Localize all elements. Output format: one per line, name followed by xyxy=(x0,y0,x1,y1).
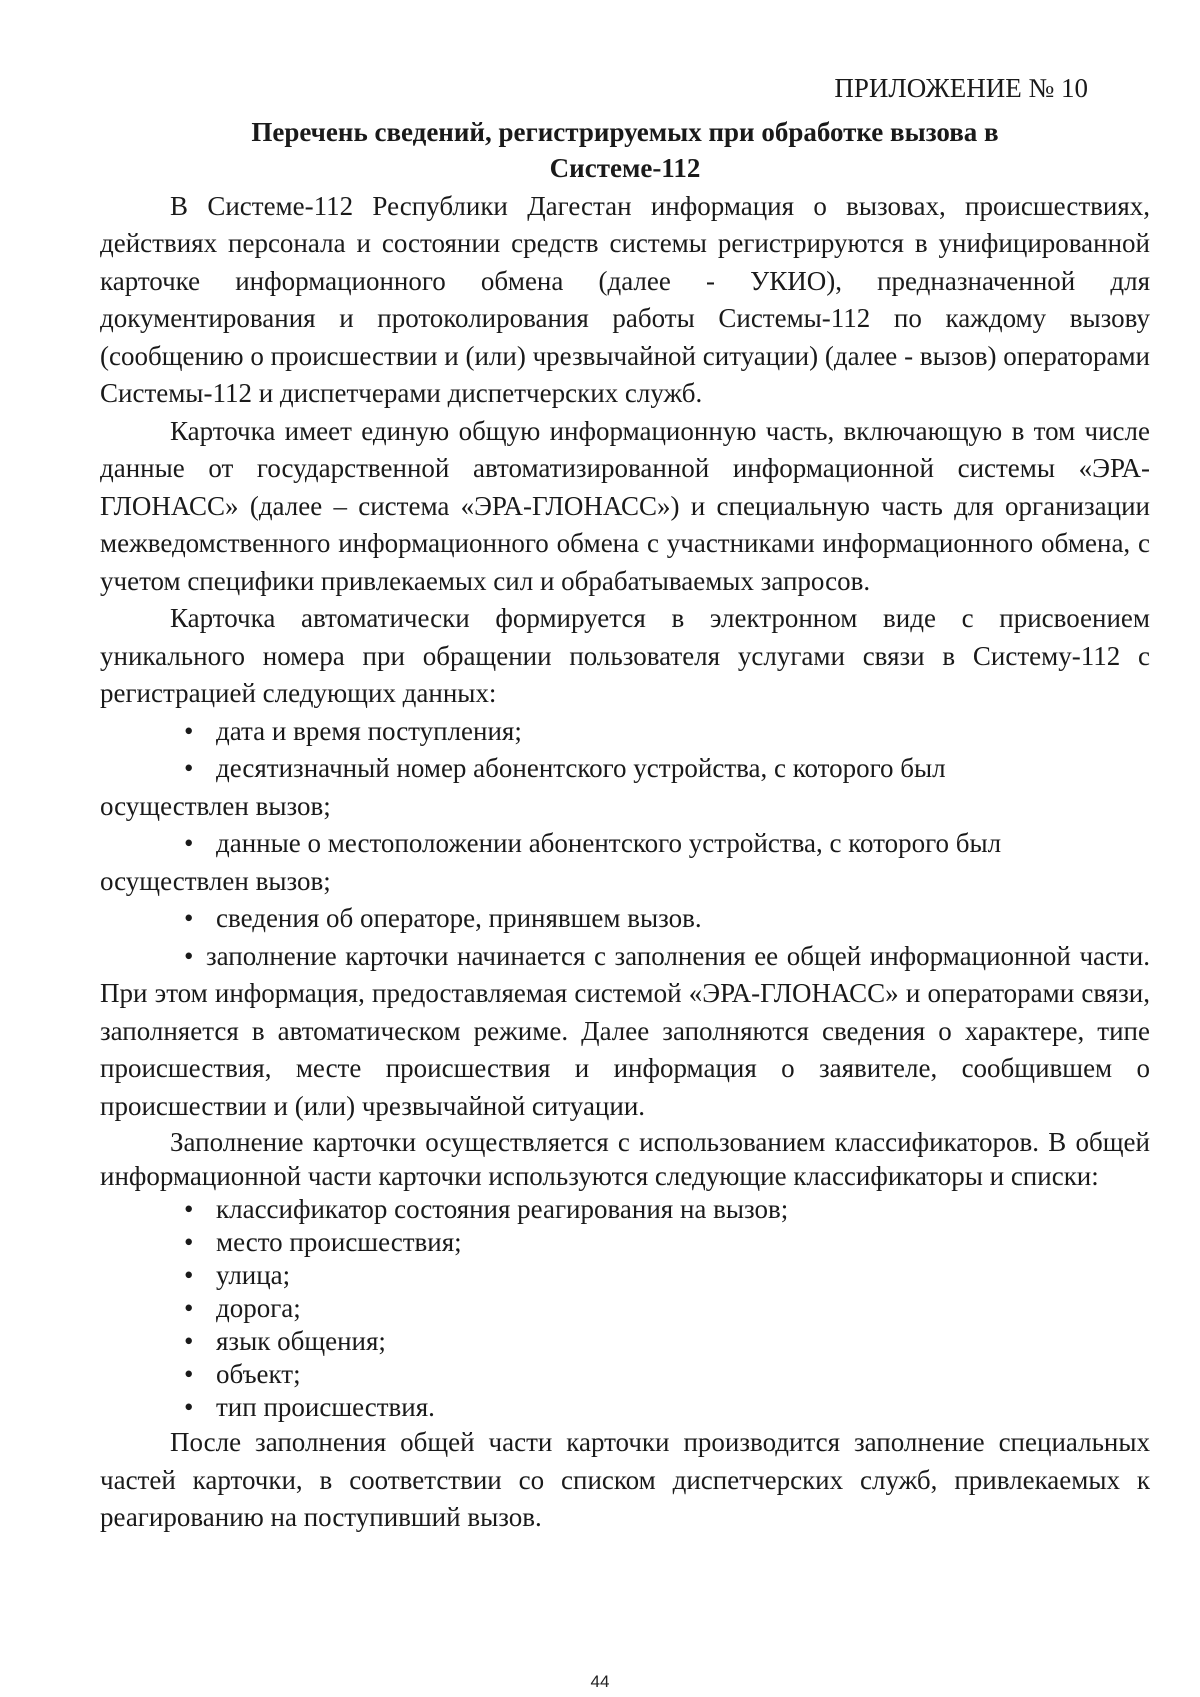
paragraph-special-parts: После заполнения общей части карточки производится заполнение специальных частей карточки, в соответствии со списком диспетчерских служб, привлекаемых к реагированию на поступивший вызов. xyxy=(100,1427,1150,1532)
registration-list-continued xyxy=(100,900,1150,938)
list-item: • сведения об операторе, принявшем вызов. xyxy=(100,900,1150,938)
list-item-continuation: осуществлен вызов; xyxy=(100,865,331,896)
classifier-list xyxy=(100,1193,1150,1424)
list-item: • объект; xyxy=(100,1358,1150,1391)
paragraph-intro: В Системе-112 Республики Дагестан информация о вызовах, происшествиях, действиях персонала и состоянии средств системы регистрируются в унифицированной карточке информационного обмена (далее - УКИО), предназначенной для документирования и протоколирования работы Системы-112 по каждому вызову (сообщению о происшествии и (или) чрезвычайной ситуации) (далее - вызов) операторами Системы-112 и диспетчерами диспетчерских служб. xyxy=(100,190,1150,408)
list-item: • тип происшествия. xyxy=(100,1391,1150,1424)
list-item: • дата и время поступления; xyxy=(100,713,1150,751)
list-item xyxy=(100,938,1150,1126)
list-item: • улица; xyxy=(100,1259,1150,1292)
list-item xyxy=(100,825,1150,900)
list-item-text: заполнение карточки начинается с заполнения ее общей информационной части. При этом информация, предоставляемая системой «ЭРА-ГЛОНАСС» и операторами связи, заполняется в автоматическом режиме. Далее заполняются сведения о характере, типе происшествия, месте происшествия и информация о заявителе, сообщившем о происшествии и (или) чрезвычайной ситуации. xyxy=(100,940,1150,1121)
list-item: • классификатор состояния реагирования на вызов; xyxy=(100,1193,1150,1226)
list-item-continuation: осуществлен вызов; xyxy=(100,790,331,821)
appendix-label: ПРИЛОЖЕНИЕ № 10 xyxy=(834,73,1088,103)
document-page xyxy=(100,70,1150,1537)
paragraph-card-structure: Карточка имеет единую общую информационную часть, включающую в том числе данные от государственной автоматизированной информационной системы «ЭРА-ГЛОНАСС» (далее – система «ЭРА-ГЛОНАСС») и специальную часть для организации межведомственного информационного обмена с участниками информационного обмена, с учетом специфики привлекаемых сил и обрабатываемых запросов. xyxy=(100,415,1150,596)
paragraph-classifiers: Заполнение карточки осуществляется с использованием классификаторов. В общей информационной части карточки используются следующие классификаторы и списки: xyxy=(100,1127,1150,1191)
paragraph-card-formation: Карточка автоматически формируется в электронном виде с присвоением уникального номера при обращении пользователя услугами связи в Систему-112 с регистрацией следующих данных: xyxy=(100,603,1150,708)
document-title-line-2: Системе-112 xyxy=(549,152,701,183)
list-item-first-line: • данные о местоположении абонентского устройства, с которого был xyxy=(100,825,1150,863)
list-item: • дорога; xyxy=(100,1292,1150,1325)
document-title xyxy=(100,114,1150,186)
list-item-first-line: • десятизначный номер абонентского устройства, с которого был xyxy=(100,750,1150,788)
page-number: 44 xyxy=(590,1672,610,1691)
bullet-marker: • xyxy=(184,940,194,971)
registration-list xyxy=(100,713,1150,751)
list-item xyxy=(100,750,1150,825)
list-item: • язык общения; xyxy=(100,1325,1150,1358)
document-title-line-1: Перечень сведений, регистрируемых при обработке вызова в xyxy=(251,116,999,147)
list-item: • место происшествия; xyxy=(100,1226,1150,1259)
